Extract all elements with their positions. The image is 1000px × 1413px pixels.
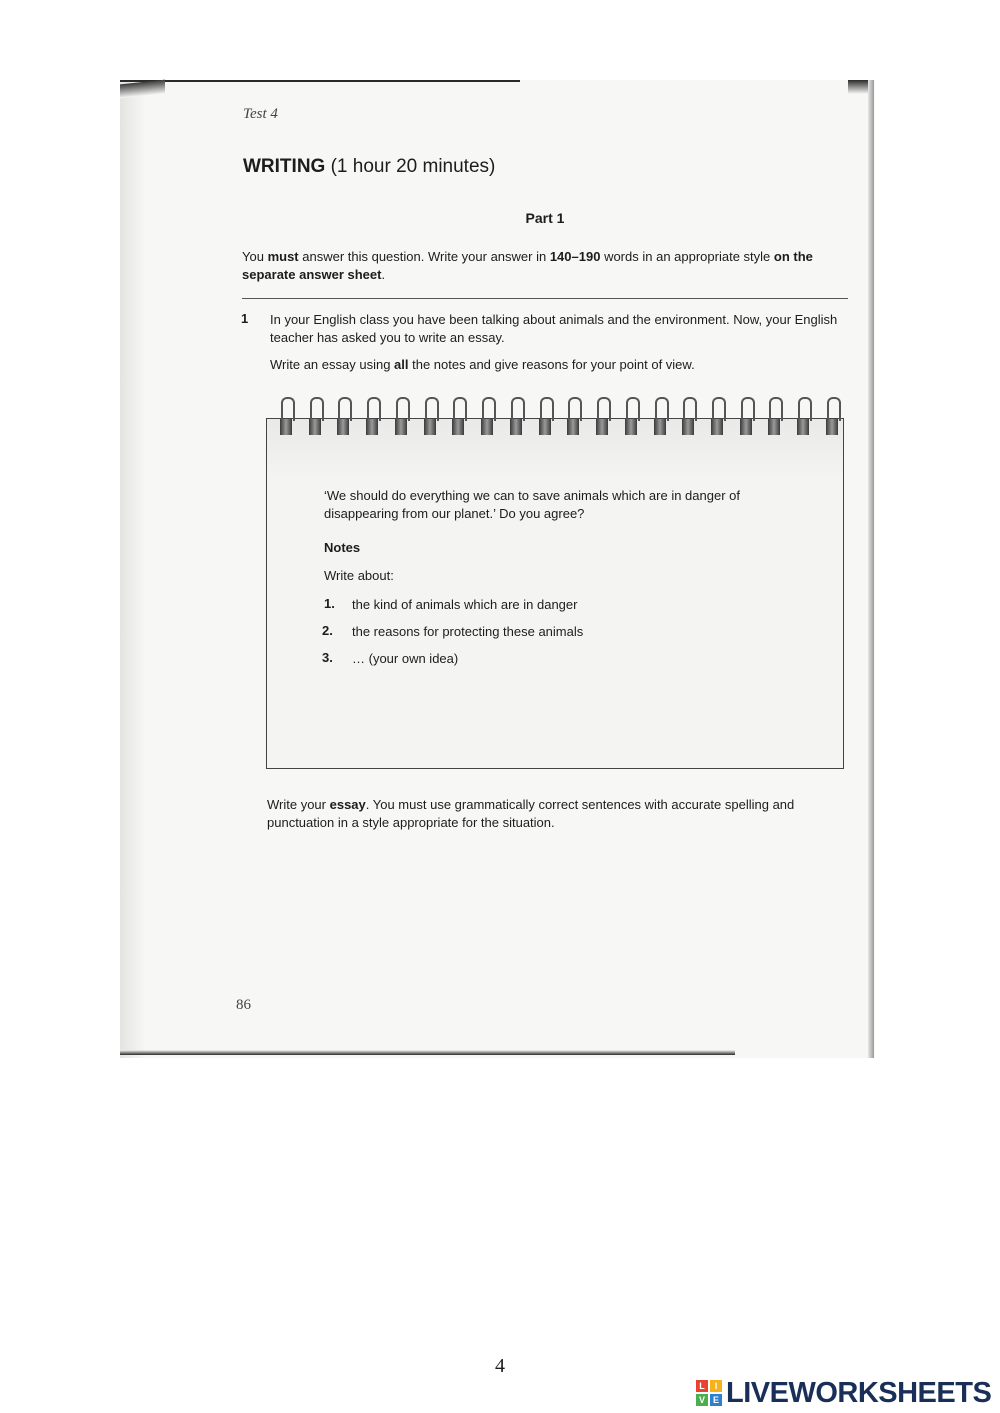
note-number: 2.: [322, 623, 333, 638]
spiral-ring: [767, 397, 781, 437]
spiral-ring: [480, 397, 494, 437]
closing-text: Write your: [267, 797, 330, 812]
part-label: Part 1: [525, 210, 565, 226]
spiral-ring: [509, 397, 523, 437]
spiral-ring: [451, 397, 465, 437]
spiral-ring: [566, 397, 580, 437]
spiral-ring: [796, 397, 810, 437]
logo-wordmark: LIVEWORKSHEETS: [726, 1376, 992, 1409]
instructions-must: must: [267, 249, 299, 264]
task-text: the notes and give reasons for your point of view.: [408, 357, 695, 372]
scan-edge-right: [868, 80, 874, 1058]
section-title-bold: WRITING: [243, 156, 326, 177]
note-text: … (your own idea): [352, 651, 459, 666]
closing-text: . You must use grammatically correct sentences with accurate spelling and punctuation in a style appropriate for the situation.: [267, 797, 795, 830]
spiral-ring: [538, 397, 552, 437]
spiral-ring: [336, 397, 350, 437]
section-title-duration: (1 hour 20 minutes): [330, 156, 496, 177]
spiral-ring: [365, 397, 379, 437]
logo-icon: [696, 1380, 722, 1406]
liveworksheets-logo[interactable]: [696, 1377, 991, 1409]
essay-statement: ‘We should do everything we can to save animals which are in danger of disappearing from our planet.’ Do you agree?: [324, 488, 740, 521]
logo-cell: V: [696, 1394, 708, 1406]
notepad-box: [266, 418, 844, 769]
scan-shadow-left: [120, 80, 146, 1058]
section-title: [243, 156, 495, 178]
task-all: all: [394, 357, 409, 372]
logo-cell: I: [710, 1380, 722, 1392]
scan-edge-top: [120, 80, 520, 82]
scan-edge-bottom: [120, 1050, 735, 1055]
spiral-ring: [681, 397, 695, 437]
test-label: Test 4: [243, 106, 278, 122]
spiral-ring: [825, 397, 839, 437]
closing-essay: essay: [329, 797, 366, 812]
instructions-period: .: [381, 267, 386, 282]
logo-cell: E: [710, 1394, 722, 1406]
spiral-ring: [423, 397, 437, 437]
note-number: 3.: [322, 650, 333, 665]
spiral-ring: [279, 397, 293, 437]
spiral-ring: [739, 397, 753, 437]
notes-heading: Notes: [324, 540, 361, 555]
instructions-text: words in an appropriate style: [600, 249, 774, 264]
divider: [242, 298, 848, 299]
instructions: [242, 248, 852, 284]
closing-instructions: [267, 796, 847, 832]
spiral-ring: [308, 397, 322, 437]
instructions-text: You: [242, 249, 268, 264]
note-text: the reasons for protecting these animals: [352, 624, 584, 639]
logo-cell: L: [696, 1380, 708, 1392]
question-text: In your English class you have been talking about animals and the environment. Now, your English teacher has asked you to write an essay.: [270, 312, 838, 345]
book-page-number: 86: [236, 997, 251, 1013]
page-number: 4: [495, 1355, 505, 1377]
spiral-ring: [710, 397, 724, 437]
instructions-word-count: 140–190: [549, 249, 601, 264]
note-text: the kind of animals which are in danger: [352, 597, 578, 612]
instructions-text: answer this question. Write your answer in: [298, 249, 550, 264]
spiral-binding: [279, 397, 839, 439]
spiral-ring: [624, 397, 638, 437]
spiral-ring: [653, 397, 667, 437]
instructions-answer-sheet: on the separate answer sheet: [242, 249, 813, 282]
question-number: 1: [241, 311, 249, 326]
spiral-ring: [595, 397, 609, 437]
note-number: 1.: [324, 596, 335, 611]
question-task: [270, 357, 845, 372]
spiral-ring: [394, 397, 408, 437]
write-about-label: Write about:: [324, 568, 394, 583]
task-text: Write an essay using: [270, 357, 395, 372]
